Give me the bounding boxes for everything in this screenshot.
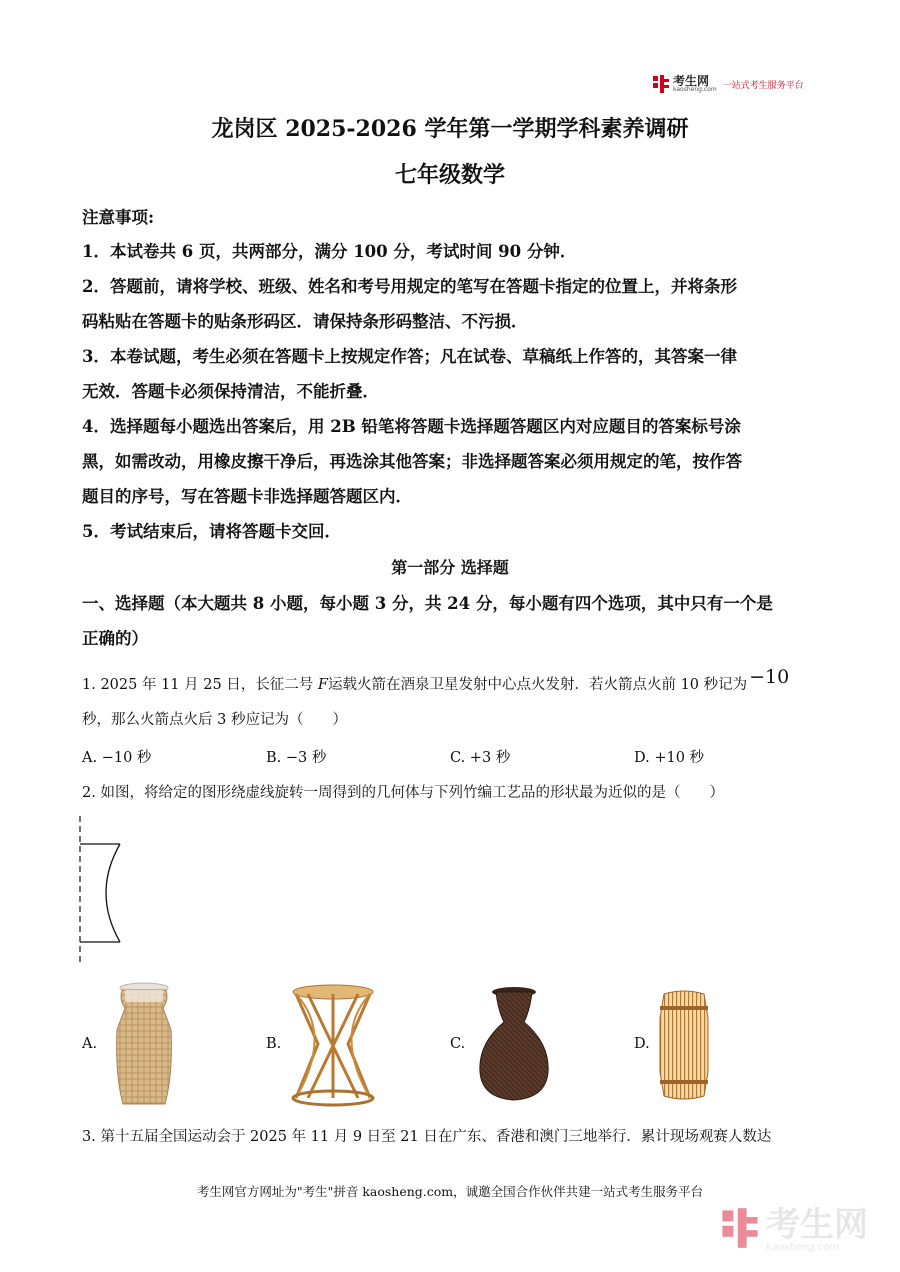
question-2-stem: 2. 如图，将给定的图形绕虚线旋转一周得到的几何体与下列竹编工艺品的形状最为近似的是（ ） — [82, 785, 724, 801]
part1-heading: 第一部分 选择题 — [391, 558, 509, 577]
brand-logo-icon — [652, 74, 670, 94]
section-instruction: 一、选择题（本大题共 8 小题，每小题 3 分，共 24 分，每小题有四个选项，其中只有一个是 — [82, 594, 773, 613]
q1-option-a[interactable]: A. −10 秒 — [82, 750, 152, 766]
q2-label-b[interactable]: B. — [266, 1036, 282, 1052]
notice-line: 码粘贴在答题卡的贴条形码区．请保持条形码整洁、不污损． — [82, 312, 528, 331]
notice-line: 无效．答题卡必须保持清洁，不能折叠． — [82, 382, 379, 401]
q2-label-d[interactable]: D. — [634, 1036, 650, 1052]
watermark-text: 考生网 — [766, 1204, 868, 1245]
q2-image-b-stool[interactable] — [288, 984, 378, 1108]
brand-domain: kaosheng.com — [673, 86, 717, 93]
q1-option-b[interactable]: B. −3 秒 — [266, 750, 327, 766]
page-footer: 考生网官方网址为"考生"拼音 kaosheng.com，诚邀全国合作伙伴共建一站式考生服务平台 — [196, 1184, 704, 1199]
brand-name: 考生网 — [673, 74, 710, 88]
question-1-stem-cont: 秒，那么火箭点火后 3 秒应记为（ ） — [82, 712, 347, 728]
watermark-logo-icon — [720, 1206, 760, 1254]
notice-line: 2．答题前，请将学校、班级、姓名和考号用规定的笔写在答题卡指定的位置上，并将条形 — [82, 277, 737, 296]
q1-text-b: 运载火箭在酒泉卫星发射中心点火发射．若火箭点火前 10 秒记为 — [327, 677, 748, 693]
notice-line: 题目的序号，写在答题卡非选择题答题区内． — [82, 487, 412, 506]
section-instruction-cont: 正确的） — [82, 629, 148, 648]
q2-image-a-woven-vase[interactable] — [105, 980, 183, 1110]
notice-line: 4．选择题每小题选出答案后，用 2B 铅笔将答题卡选择题答题区内对应题目的答案标号涂 — [82, 417, 741, 436]
page-title: 龙岗区 2025-2026 学年第一学期学科素养调研 — [211, 116, 689, 142]
brand-slogan: 一站式考生服务平台 — [722, 80, 804, 91]
q2-label-a[interactable]: A. — [82, 1036, 98, 1052]
notice-line: 3．本卷试题，考生必须在答题卡上按规定作答；凡在试卷、草稿纸上作答的，其答案一律 — [82, 347, 737, 366]
q1-var: F — [317, 677, 328, 693]
notice-line: 黑，如需改动，用橡皮擦干净后，再选涂其他答案；非选择题答案必须用规定的笔，按作答 — [82, 452, 742, 471]
q2-image-d-lantern[interactable] — [656, 988, 712, 1102]
q2-label-c[interactable]: C. — [450, 1036, 466, 1052]
question-3-stem: 3. 第十五届全国运动会于 2025 年 11 月 9 日至 21 日在广东、香港和澳门三地举行．累计现场观赛人数达 — [82, 1129, 772, 1145]
notice-line: 1．本试卷共 6 页，共两部分，满分 100 分，考试时间 90 分钟． — [82, 242, 577, 261]
page-subtitle: 七年级数学 — [394, 162, 505, 188]
q1-value: −10 — [749, 666, 790, 688]
notice-heading: 注意事项: — [82, 208, 155, 227]
watermark-domain: kaosheng.com — [766, 1241, 839, 1253]
watermark — [720, 1206, 868, 1254]
brand-logo — [652, 72, 804, 96]
notice-line: 5．考试结束后，请将答题卡交回． — [82, 522, 341, 541]
question-1-stem — [82, 666, 790, 694]
rotation-figure — [74, 814, 134, 966]
q1-option-d[interactable]: D. +10 秒 — [634, 750, 705, 766]
q2-image-c-dark-bottle[interactable] — [472, 986, 556, 1104]
q1-text-a: 1. 2025 年 11 月 25 日，长征二号 — [82, 677, 314, 693]
q1-option-c[interactable]: C. +3 秒 — [450, 750, 511, 766]
